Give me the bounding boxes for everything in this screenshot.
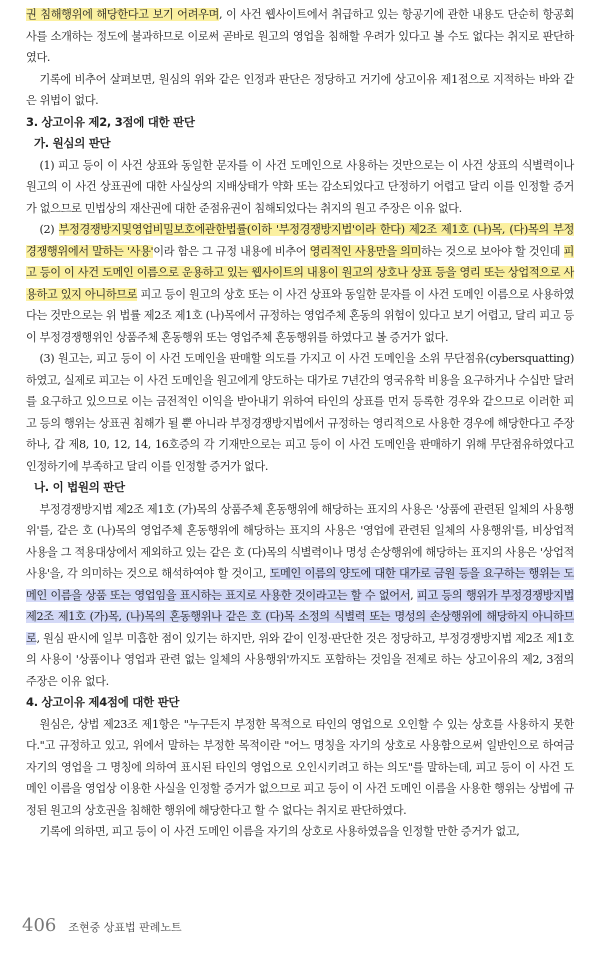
highlight-yellow: 영리적인 사용만을 의미 xyxy=(309,244,422,258)
text-segment: 원심은, 상법 제23조 제1항은 "누구든지 부정한 목적으로 타인의 영업으로 오인할 수 있는 상호를 사용하지 못한다."고 규정하고 있고, 위에서 말하는 부정한 목적이란 "어느 명칭을 자기의 상호로 사용함으로써 일반인으로 하여금 자기의 영업을 그 명칭에 의하여 표시된 타인의 영업으로 오인시키려고 하는 의도"를 말하는데, 피고 등이 이 사건 도메인 이름을 영업상 이용한 사실을 인정할 증거가 없으므로 피고 등이 이 사건 도메인 이름을 사용한 행위는 상법에 규정된 원고의 상호권을 침해한 행위에 해당한다고 할 수 없다는 취지로 판단하였다. xyxy=(26,717,574,817)
text-segment: , 이 사건 웹사이트에서 취급하고 있는 항공기에 관한 내용도 단순히 항공회사를 소개하는 정도에 불과하므로 이로써 곧바로 원고의 영업을 침해할 우려가 있다고 볼 수도 없다는 취지로 판단하였다. xyxy=(26,8,574,64)
text-segment: 부정경쟁방지법 제2조 제1호 (가)목의 상품주체 혼동행위에 해당하는 표지의 사용은 '상품에 관련된 일체의 사용행위'를, 같은 호 (나)목의 영업주체 혼동행위에 해당하는 표지의 사용은 '영업에 관련된 일체의 사용행위'를, 비상업적 사용을 그 적용대상에서 제외하고 있는 같은 호 (다)목의 식별력이나 명성 손상행위에 해당하는 표지의 사용은 '상업적 사용'을, 각 의미하는 것으로 해석하여야 할 것이고, xyxy=(26,502,574,580)
highlight-yellow: 피고 등이 이 사건 도메인 이름으로 운용하고 있는 웹사이트의 내용이 원고의 상호나 상표 등을 영리 또는 상업적으로 사용하고 있지 아니하므로 xyxy=(26,244,574,301)
paragraph-6 xyxy=(26,499,574,693)
page-footer xyxy=(22,915,182,936)
text-segment: 이라 함은 그 규정 내용에 비추어 xyxy=(153,244,310,258)
text-segment: 하는 것으로 보아야 할 것인데 xyxy=(421,244,564,258)
text-segment: , 원심 판시에 일부 미흡한 점이 있기는 하지만, 위와 같이 인정·판단한 것은 정당하고, 부정경쟁방지법 제2조 제1호의 사용이 '상품이나 영업과 관련 없는 일체의 사용행위'까지도 포함하는 것임을 전제로 하는 상고이유의 제2, 3점의 주장은 이유 없다. xyxy=(26,631,574,688)
page-number: 406 xyxy=(22,915,57,936)
paragraph-1 xyxy=(26,4,574,69)
heading-4: 4. 상고이유 제4점에 대한 판단 xyxy=(26,695,180,709)
highlight-yellow: 부정경쟁방지및영업비밀보호에관한법률(이하 '부정경쟁방지법'이라 한다) 제2조 제1호 (나)목, (다)목의 부정경쟁행위에서 말하는 '사용' xyxy=(26,223,574,258)
text-segment: , xyxy=(410,588,417,602)
paragraph-7 xyxy=(26,714,574,822)
highlight-blue: 도메인 이름의 양도에 대한 대가로 금원 등을 요구하는 행위는 도메인 이름을 상품 또는 영업임을 표시하는 표지로 사용한 것이라고는 할 수 없어서 xyxy=(26,567,574,602)
paragraph-2 xyxy=(26,69,574,112)
text-segment: (3) 원고는, 피고 등이 이 사건 도메인을 판매할 의도를 가지고 이 사건 도메인을 소위 무단점유(cybersquatting)하였고, 실제로 피고는 이 사건 도메인을 원고에게 양도하는 대가로 7년간의 영국유학 비용을 요구하거나 수십만 달러를 요구하고 있으므로 이는 금전적인 이익을 받아내기 위하여 타인의 상표를 먼저 등록한 경우와 같으므로 이러한 피고 등의 행위는 상표권 침해가 될 뿐 아니라 부정경쟁방지법에서 규정하는 영리적으로 사용한 경우에 해당한다고 주장하나, 갑 제8, 10, 12, 14, 16호증의 각 기재만으로는 피고 등이 이 사건 도메인을 판매하기 위해 무단점유하였다고 인정하기에 부족하고 달리 이를 인정할 증거가 없다. xyxy=(26,352,574,473)
heading-3: 3. 상고이유 제2, 3점에 대한 판단 xyxy=(26,114,195,129)
text-segment: (2) xyxy=(39,223,59,236)
highlight-blue: 피고 등의 행위가 부정경쟁방지법 제2조 제1호 (가)목, (나)목의 혼동행위나 같은 호 (다)목 소정의 식별력 또는 명성의 손상행위에 해당하지 아니하므로 xyxy=(26,588,574,645)
paragraph-8 xyxy=(26,821,574,843)
heading-na: 나. 이 법원의 판단 xyxy=(34,480,125,494)
paragraph-5 xyxy=(26,348,574,477)
paragraph-4 xyxy=(26,219,574,348)
paragraph-3 xyxy=(26,155,574,220)
heading-ga: 가. 원심의 판단 xyxy=(34,136,111,150)
text-segment: 기록에 의하면, 피고 등이 이 사건 도메인 이름을 자기의 상호로 사용하였음을 인정할 만한 증거가 없고, xyxy=(39,825,520,838)
book-title: 조현중 상표법 판례노트 xyxy=(68,921,182,934)
highlight-yellow: 권 침해행위에 해당한다고 보기 어려우며 xyxy=(26,8,219,21)
text-segment: (1) 피고 등이 이 사건 상표와 동일한 문자를 이 사건 도메인으로 사용하는 것만으로는 이 사건 상표의 식별력이나 원고의 이 사건 상표권에 대한 사실상의 지배상태가 약화 또는 감소되었다고 단정하기 어렵고 달리 이를 인정할 증거가 없으므로 민법상의 재산권에 대한 준점유권이 침해되었다는 취지의 원고 주장은 이유 없다. xyxy=(26,158,574,215)
text-segment: 기록에 비추어 살펴보면, 원심의 위와 같은 인정과 판단은 정당하고 거기에 상고이유 제1점으로 지적하는 바와 같은 위법이 없다. xyxy=(26,72,574,107)
text-segment: 피고 등이 원고의 상호 또는 이 사건 상표와 동일한 문자를 이 사건 도메인 이름으로 사용하였다는 것만으로는 위 법률 제2조 제1호 (나)목에서 규정하는 영업주체 혼동의 위험이 있다고 보기 어렵고, 달리 피고 등이 부정경쟁행위인 상품주체 혼동행위 또는 영업주체 혼동행위를 하였다고 볼 증거가 없다. xyxy=(26,287,575,344)
